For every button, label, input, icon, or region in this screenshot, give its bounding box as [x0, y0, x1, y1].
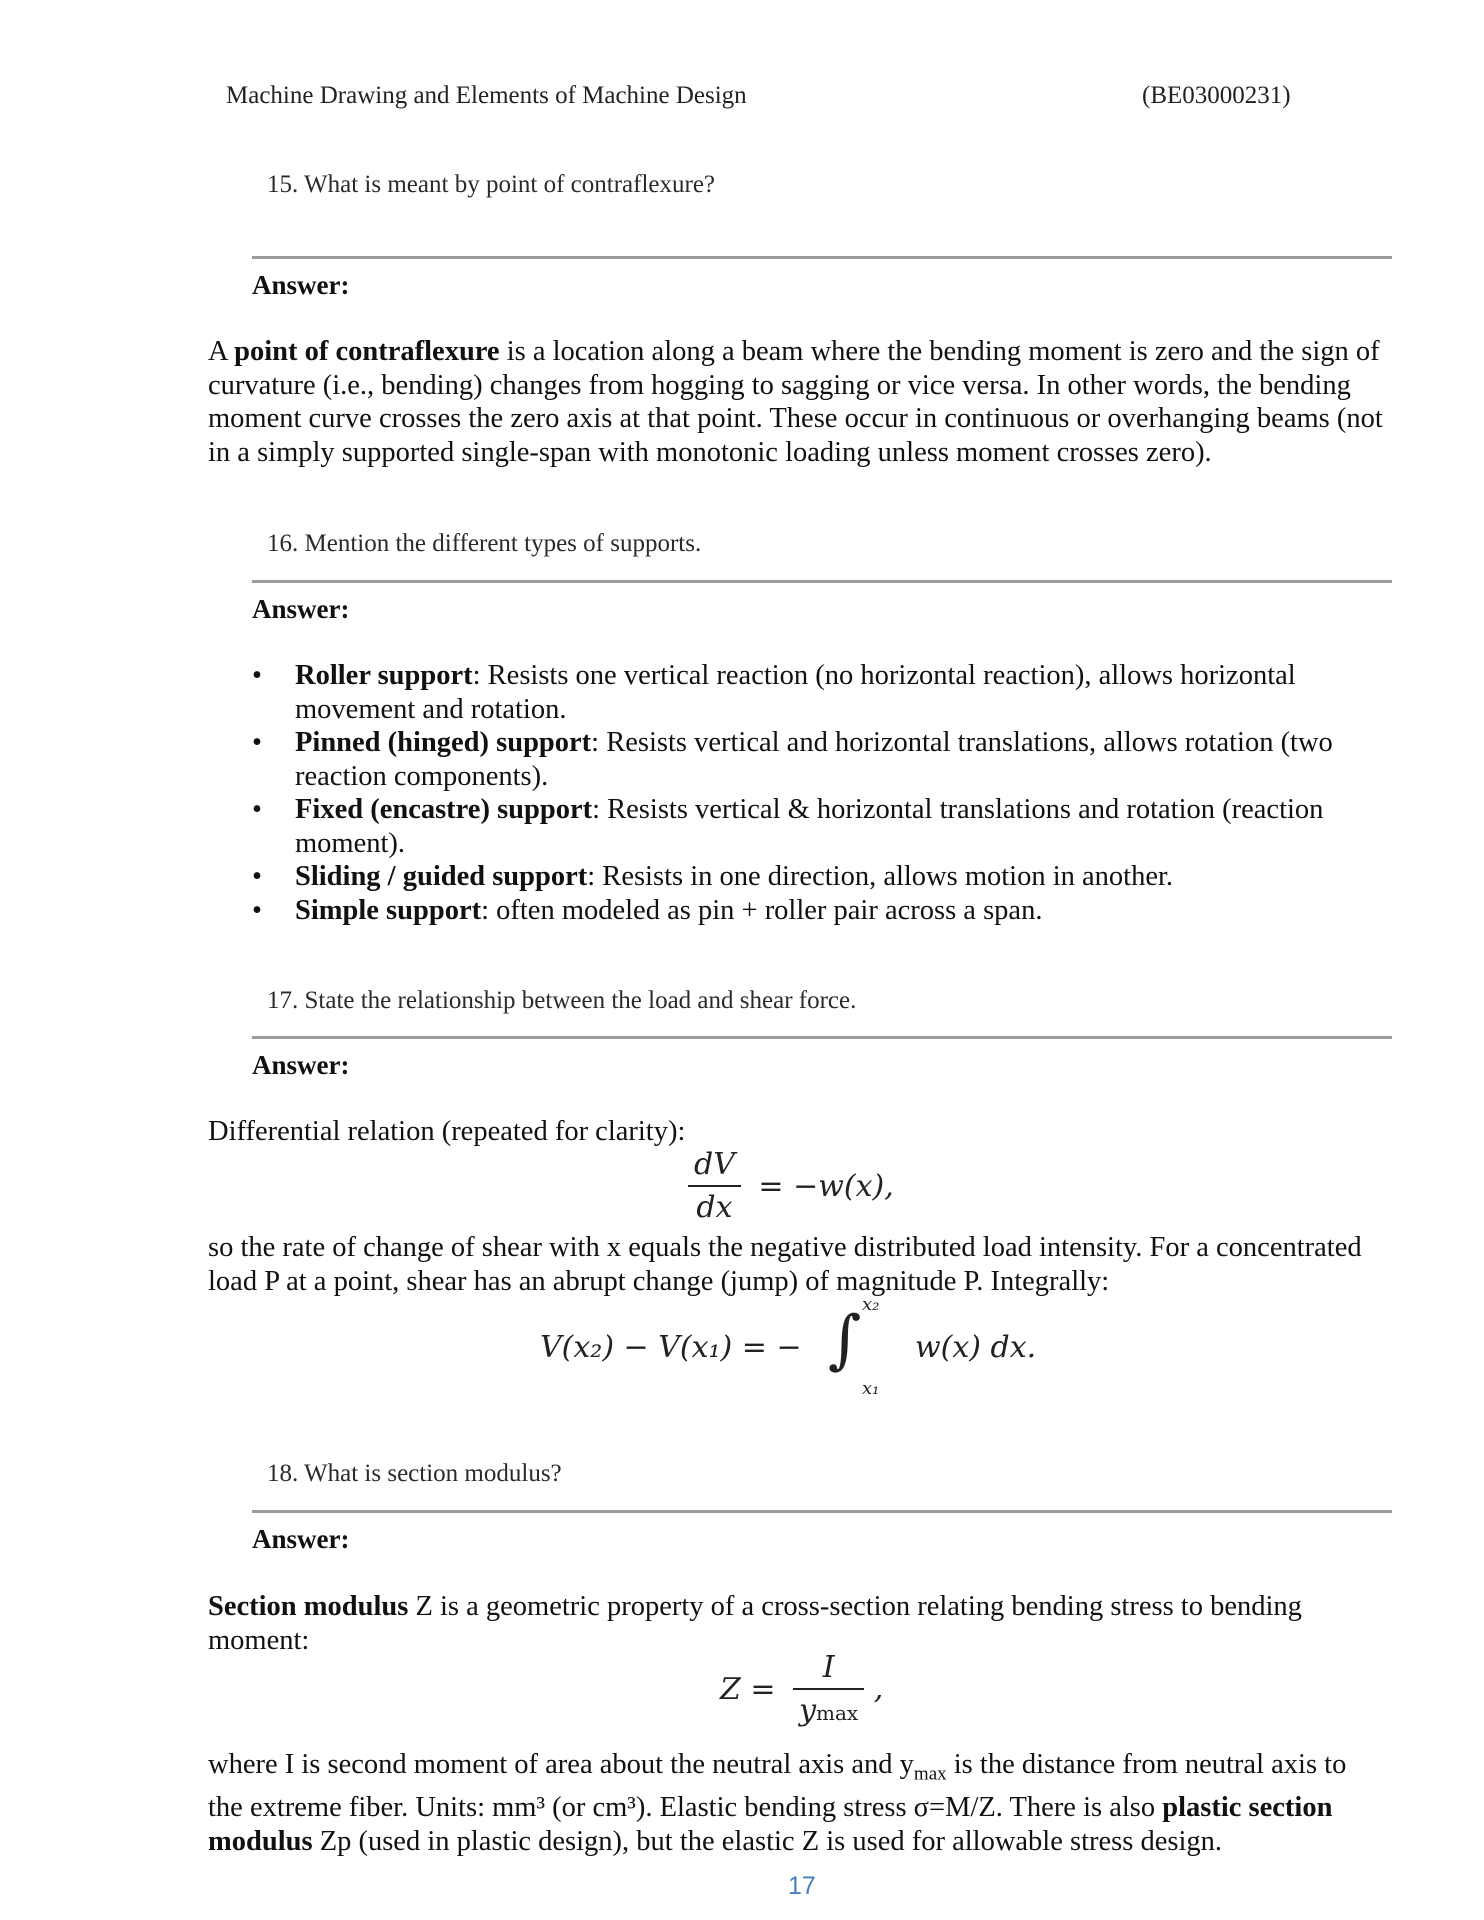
page-number: 17	[788, 1872, 816, 1900]
equation-comma: ,	[873, 1671, 884, 1707]
answer-label: Answer:	[252, 594, 350, 624]
equation-integral	[540, 1294, 1100, 1400]
question-divider	[252, 580, 1392, 583]
text-run: is the distance from neutral axis to the extreme fiber. Units: mm³ (or cm³). Elastic bending stress σ=M/Z. There is also	[208, 1749, 1347, 1824]
equation-lhs: V(x₂) − V(x₁) = −	[540, 1330, 802, 1365]
list-item	[252, 894, 1402, 928]
numerator: dV	[688, 1147, 741, 1187]
bold-term: Simple support	[295, 894, 482, 926]
equation-dvdx	[688, 1147, 894, 1225]
bullet-icon: •	[252, 861, 262, 892]
item-text: : Resists in one direction, allows motion in another.	[587, 861, 1174, 892]
question-divider	[252, 1510, 1392, 1513]
list-item	[252, 659, 1402, 726]
fraction	[688, 1147, 741, 1225]
answer-18-paragraph-2	[208, 1748, 1388, 1858]
item-text: : Resists vertical & horizontal translations and rotation (reaction moment).	[295, 794, 1324, 859]
denominator: dx	[696, 1190, 733, 1225]
running-header-title: Machine Drawing and Elements of Machine Design	[226, 82, 747, 109]
text-run: where I is second moment of area about the neutral axis and y	[208, 1749, 914, 1780]
equation-rhs: = −w(x),	[758, 1168, 894, 1204]
bullet-icon: •	[252, 727, 262, 758]
answer-label: Answer:	[252, 270, 350, 300]
bold-term: Sliding / guided support	[295, 861, 588, 892]
item-text: : often modeled as pin + roller pair across a span.	[481, 894, 1043, 926]
bold-term: Fixed (encastre) support	[295, 794, 593, 825]
bullet-icon: •	[252, 794, 262, 825]
upper-limit: x₂	[862, 1294, 880, 1315]
bold-term: Roller support	[295, 660, 473, 691]
list-item	[252, 726, 1402, 793]
question-16: 16. Mention the different types of supports.	[267, 530, 702, 557]
question-18: 18. What is section modulus?	[267, 1460, 562, 1487]
denominator-variable: y	[799, 1693, 817, 1728]
question-divider	[252, 256, 1392, 259]
bullet-icon: •	[252, 660, 262, 691]
answer-15-paragraph	[208, 335, 1388, 469]
denominator	[793, 1690, 864, 1728]
question-15: 15. What is meant by point of contraflexure?	[267, 171, 716, 198]
bullet-icon: •	[252, 894, 262, 926]
answer-label: Answer:	[252, 1050, 350, 1080]
bold-term: Pinned (hinged) support	[295, 727, 592, 758]
running-header-code: (BE03000231)	[1142, 82, 1291, 109]
text-run: A	[208, 336, 235, 367]
equation-section-modulus	[720, 1650, 883, 1728]
text-run: Z is a geometric property of a cross-section relating bending stress to bending moment:	[208, 1591, 1302, 1656]
integrand: w(x) dx.	[915, 1330, 1037, 1365]
question-17: 17. State the relationship between the load and shear force.	[267, 987, 857, 1014]
equation-lhs: Z =	[720, 1671, 776, 1707]
answer-label: Answer:	[252, 1524, 350, 1554]
answer-17-paragraph: so the rate of change of shear with x equals the negative distributed load intensity. For a concentrated load P at a point, shear has an abrupt change (jump) of magnitude P. Integrally:	[208, 1232, 1362, 1297]
support-types-list	[252, 659, 1402, 927]
lower-limit: x₁	[862, 1378, 880, 1399]
denominator-subscript: max	[816, 1701, 859, 1725]
answer-17-intro: Differential relation (repeated for clarity):	[208, 1116, 686, 1147]
question-divider	[252, 1036, 1392, 1039]
integral-sign: ∫	[828, 1303, 862, 1377]
item-text: : Resists vertical and horizontal translations, allows rotation (two reaction components).	[295, 727, 1333, 792]
list-item	[252, 793, 1402, 860]
item-text: : Resists one vertical reaction (no horizontal reaction), allows horizontal movement and rotation.	[295, 660, 1296, 725]
bold-term: plastic section modulus	[208, 1792, 1333, 1857]
answer-18-paragraph	[208, 1590, 1388, 1657]
text-run: Zp (used in plastic design), but the elastic Z is used for allowable stress design.	[312, 1825, 1222, 1857]
fraction	[793, 1650, 864, 1728]
bold-term: Section modulus	[208, 1591, 409, 1622]
text-run: is a location along a beam where the bending moment is zero and the sign of curvature (i.e., bending) changes from hogging to sagging or vice versa. In other words, the bending moment curve crosses the zero axis at that point. These occur in continuous or overhanging beams (not in a simply supported single-span with monotonic loading unless moment crosses zero).	[208, 336, 1383, 468]
bold-term: point of contraflexure	[234, 336, 500, 367]
subscript: max	[913, 1763, 947, 1785]
numerator: I	[793, 1650, 864, 1690]
list-item	[252, 860, 1402, 894]
